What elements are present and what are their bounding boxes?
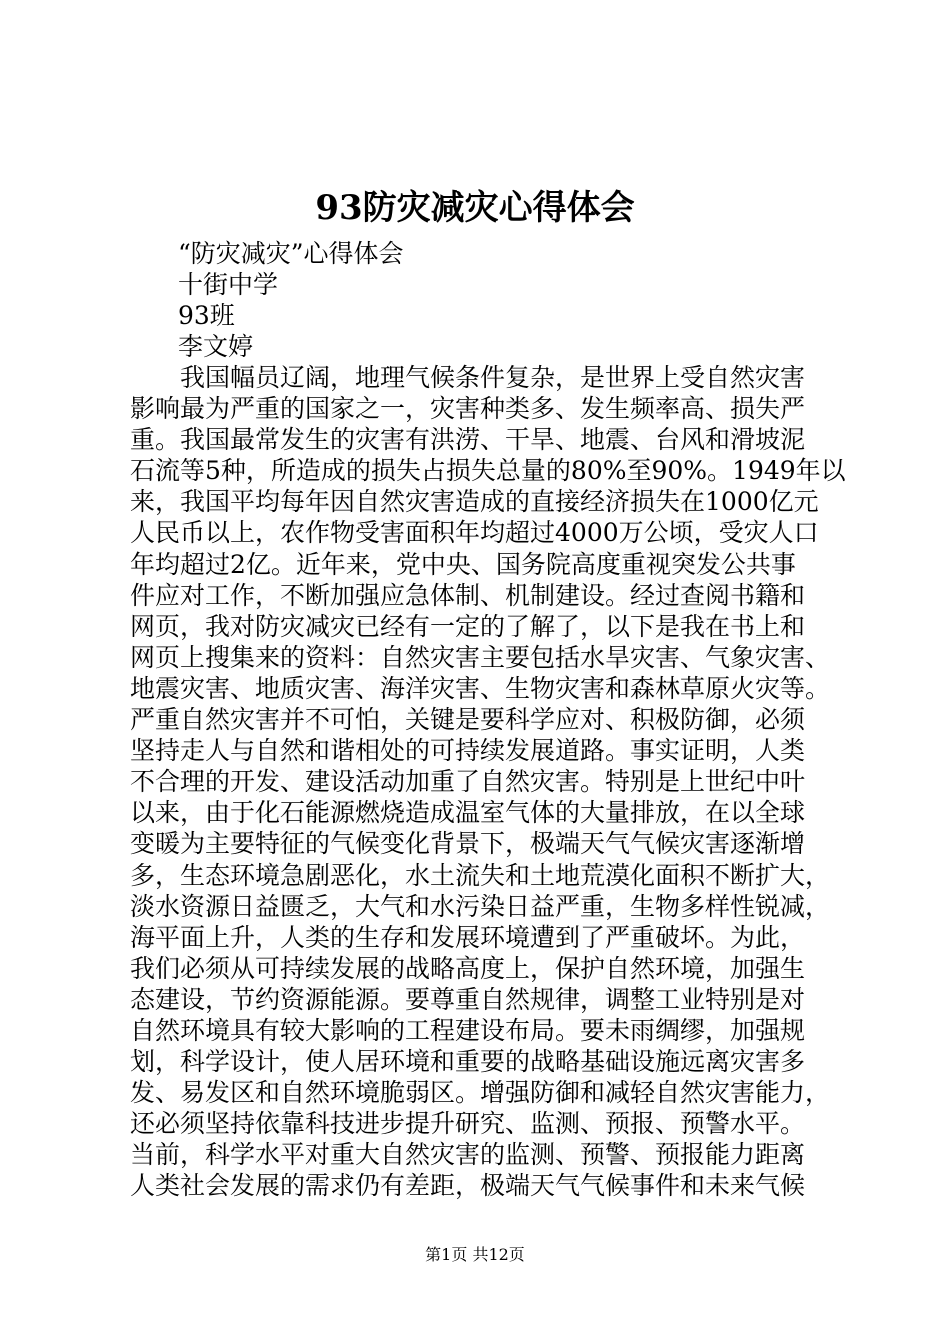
text-line: 以来，由于化石能源燃烧造成温室气体的大量排放，在以全球 — [130, 798, 806, 828]
author-name: 李文婷 — [178, 332, 254, 361]
body-paragraph — [130, 362, 850, 1202]
text-line: 划，科学设计，使人居环境和重要的战略基础设施远离灾害多 — [130, 1047, 806, 1077]
text-line: 年均超过2亿。近年来，党中央、国务院高度重视突发公共事 — [130, 549, 796, 579]
text-line: 影响最为严重的国家之一，灾害种类多、发生频率高、损失严 — [130, 394, 806, 424]
text-line: 自然环境具有较大影响的工程建设布局。要未雨绸缪，加强规 — [130, 1015, 806, 1045]
text-line: 石流等5种，所造成的损失占损失总量的80%至90%。1949年以 — [130, 456, 846, 486]
text-line: 人类社会发展的需求仍有差距，极端天气气候事件和未来气候 — [130, 1171, 806, 1201]
text-line: 来，我国平均每年因自然灾害造成的直接经济损失在1000亿元 — [130, 487, 819, 517]
class-name: 93班 — [178, 301, 235, 330]
text-line: 人民币以上，农作物受害面积年均超过4000万公顷，受灾人口 — [130, 518, 819, 548]
text-line: 重。我国最常发生的灾害有洪涝、干旱、地震、台风和滑坡泥 — [130, 425, 806, 455]
school-name: 十街中学 — [178, 270, 279, 299]
text-line: 网页上搜集来的资料：自然灾害主要包括水旱灾害、气象灾害、 — [130, 642, 831, 672]
text-line: 海平面上升，人类的生存和发展环境遭到了严重破坏。为此， — [130, 922, 806, 952]
text-line: 我们必须从可持续发展的战略高度上，保护自然环境，加强生 — [130, 953, 806, 983]
essay-subtitle: “防灾减灾”心得体会 — [178, 239, 404, 268]
text-line: 坚持走人与自然和谐相处的可持续发展道路。事实证明，人类 — [130, 736, 806, 766]
text-line: 我国幅员辽阔，地理气候条件复杂，是世界上受自然灾害 — [130, 363, 806, 392]
text-line: 还必须坚持依靠科技进步提升研究、监测、预报、预警水平。 — [130, 1109, 806, 1139]
text-line: 变暖为主要特征的气候变化背景下，极端天气气候灾害逐渐增 — [130, 829, 806, 859]
text-line: 发、易发区和自然环境脆弱区。增强防御和减轻自然灾害能力， — [130, 1078, 831, 1108]
text-line: 当前，科学水平对重大自然灾害的监测、预警、预报能力距离 — [130, 1140, 806, 1170]
text-line: 地震灾害、地质灾害、海洋灾害、生物灾害和森林草原火灾等。 — [130, 673, 831, 703]
text-line: 淡水资源日益匮乏，大气和水污染日益严重，生物多样性锐减， — [130, 891, 831, 921]
text-line: 网页，我对防灾减灾已经有一定的了解了，以下是我在书上和 — [130, 611, 806, 641]
text-line: 不合理的开发、建设活动加重了自然灾害。特别是上世纪中叶 — [130, 767, 806, 797]
text-line: 态建设，节约资源能源。要尊重自然规律，调整工业特别是对 — [130, 984, 806, 1014]
text-line: 件应对工作，不断加强应急体制、机制建设。经过查阅书籍和 — [130, 580, 806, 610]
text-line: 严重自然灾害并不可怕，关键是要科学应对、积极防御，必须 — [130, 705, 806, 735]
document-meta — [178, 238, 404, 362]
text-line: 多，生态环境急剧恶化，水土流失和土地荒漠化面积不断扩大， — [130, 860, 831, 890]
page-footer: 第1页 共12页 — [425, 1245, 525, 1264]
document-title: 93防灾减灾心得体会 — [315, 188, 635, 228]
